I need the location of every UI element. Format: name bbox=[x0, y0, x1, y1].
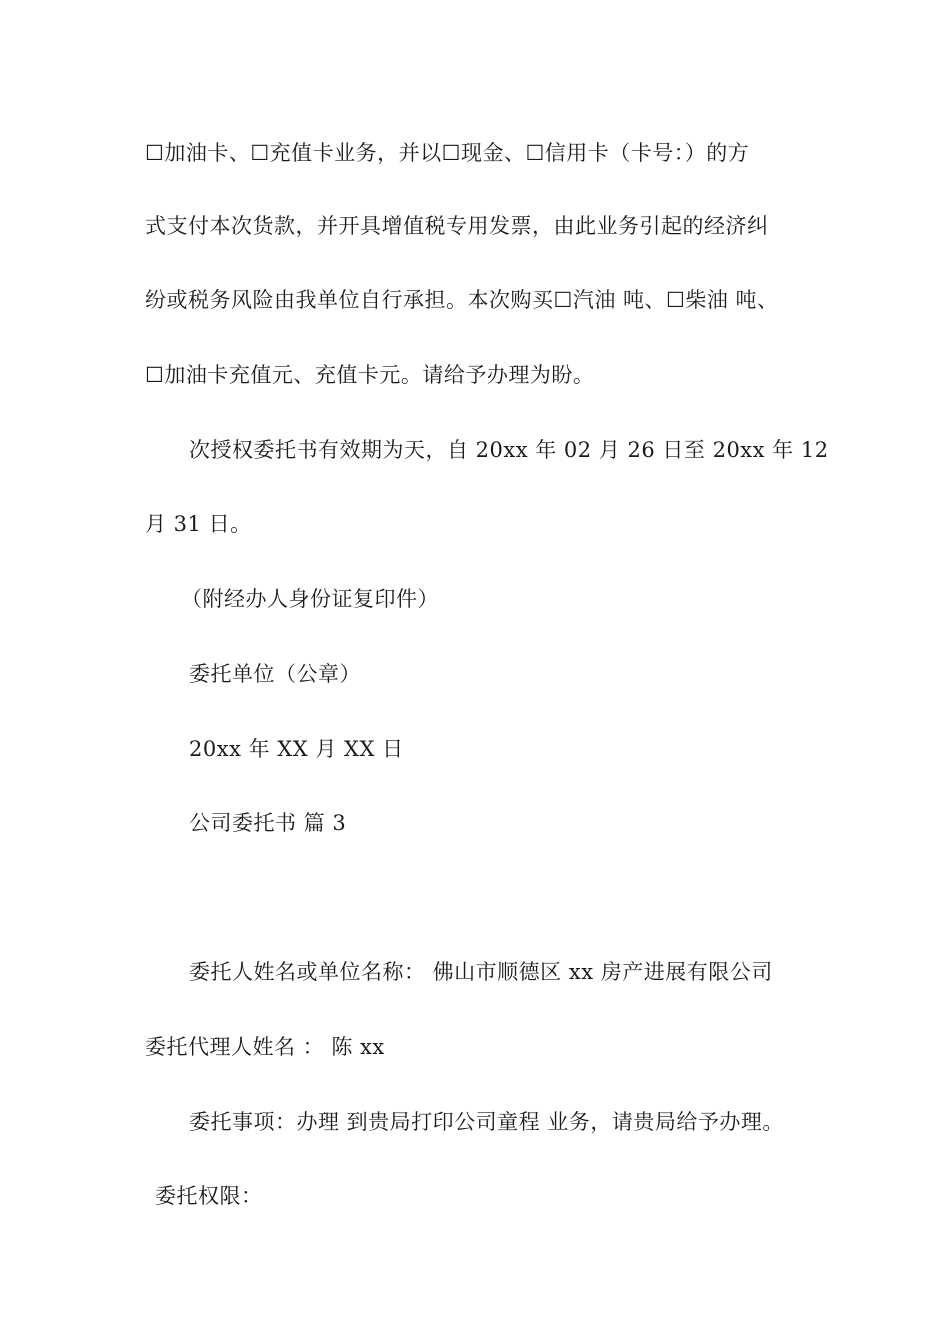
entrusting-unit-seal: 委托单位（公章） bbox=[189, 662, 361, 686]
paragraph-line-1: ☐加油卡、☐充值卡业务，并以☐现金、☐信用卡（卡号：）的方 bbox=[145, 141, 750, 165]
signing-date: 20xx 年 XX 月 XX 日 bbox=[189, 737, 404, 761]
validity-line-1: 次授权委托书有效期为天，自 20xx 年 02 月 26 日至 20xx 年 12 bbox=[189, 438, 829, 462]
section-heading: 公司委托书 篇 3 bbox=[189, 811, 347, 835]
attachment-note: （附经办人身份证复印件） bbox=[181, 587, 439, 611]
paragraph-line-2: 式支付本次货款，并开具增值税专用发票，由此业务引起的经济纠 bbox=[145, 214, 769, 238]
paragraph-line-3: 纷或税务风险由我单位自行承担。本次购买☐汽油 吨、☐柴油 吨、 bbox=[145, 288, 779, 312]
validity-line-2: 月 31 日。 bbox=[145, 512, 252, 536]
principal-name-line: 委托人姓名或单位名称： 佛山市顺德区 xx 房产进展有限公司 bbox=[189, 960, 773, 984]
agent-name-line: 委托代理人姓名 ： 陈 xx bbox=[145, 1035, 385, 1059]
authority-scope-line: 委托权限： bbox=[155, 1184, 263, 1208]
entrusted-matter-line: 委托事项：办理 到贵局打印公司童程 业务，请贵局给予办理。 bbox=[189, 1110, 784, 1134]
paragraph-line-4: ☐加油卡充值元、充值卡元。请给予办理为盼。 bbox=[145, 363, 595, 387]
